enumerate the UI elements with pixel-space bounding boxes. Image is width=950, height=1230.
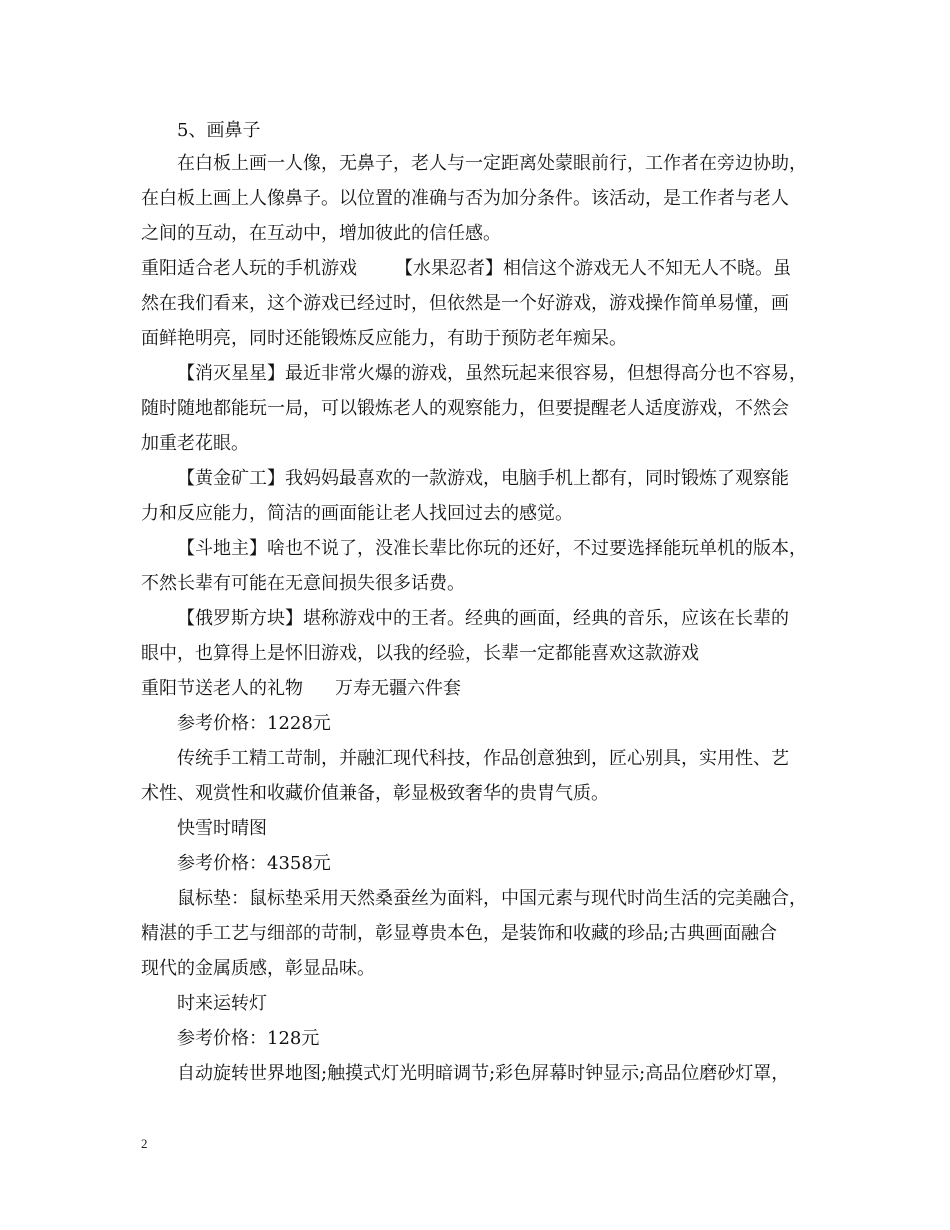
paragraph-line: 随时随地都能玩一局，可以锻炼老人的观察能力，但要提醒老人适度游戏，不然会 <box>141 398 789 419</box>
paragraph-line: 在白板上画一人像，无鼻子，老人与一定距离处蒙眼前行，工作者在旁边协助， <box>177 153 807 174</box>
paragraph-line <box>141 677 831 701</box>
paragraph-line: 【斗地主】啥也不说了，没准长辈比你玩的还好，不过要选择能玩单机的版本， <box>177 538 807 559</box>
paragraph-line: 眼中，也算得上是怀旧游戏，以我的经验，长辈一定都能喜欢这款游戏 <box>141 643 699 664</box>
game-entry: 【水果忍者】相信这个游戏无人不知无人不晓。虽 <box>395 258 791 279</box>
paragraph-line: 然在我们看来，这个游戏已经过时，但依然是一个好游戏，游戏操作简单易懂，画 <box>141 293 789 314</box>
paragraph-line: 在白板上画上人像鼻子。以位置的准确与否为加分条件。该活动，是工作者与老人 <box>141 188 789 209</box>
paragraph-line <box>141 257 831 281</box>
paragraph-line: 不然长辈有可能在无意间损失很多话费。 <box>141 573 465 594</box>
gift-name: 快雪时晴图 <box>177 818 267 839</box>
gifts-heading: 重阳节送老人的礼物 <box>141 678 303 699</box>
paragraph-line: 术性、观赏性和收藏价值兼备，彰显极致奢华的贵胄气质。 <box>141 783 609 804</box>
paragraph-line: 力和反应能力，简洁的画面能让老人找回过去的感觉。 <box>141 503 573 524</box>
paragraph-line: 自动旋转世界地图;触摸式灯光明暗调节;彩色屏幕时钟显示;高品位磨砂灯罩， <box>177 1063 790 1084</box>
games-heading: 重阳适合老人玩的手机游戏 <box>141 258 357 279</box>
paragraph-line: 现代的金属质感，彰显品味。 <box>141 958 375 979</box>
gift-name: 万寿无疆六件套 <box>335 678 461 699</box>
paragraph-line: 面鲜艳明亮，同时还能锻炼反应能力，有助于预防老年痴呆。 <box>141 328 627 349</box>
paragraph-line: 之间的互动，在互动中，增加彼此的信任感。 <box>141 223 501 244</box>
section-heading: 5、画鼻子 <box>177 120 261 141</box>
page-number: 2 <box>141 1136 148 1151</box>
paragraph-line: 传统手工精工苛制，并融汇现代科技，作品创意独到，匠心别具，实用性、艺 <box>177 748 789 769</box>
paragraph-line: 【消灭星星】最近非常火爆的游戏，虽然玩起来很容易，但想得高分也不容易， <box>177 363 807 384</box>
price-line: 参考价格：1228元 <box>177 713 331 734</box>
price-line: 参考价格：128元 <box>177 1028 320 1049</box>
paragraph-line: 【黄金矿工】我妈妈最喜欢的一款游戏，电脑手机上都有，同时锻炼了观察能 <box>177 468 789 489</box>
paragraph-line: 鼠标垫：鼠标垫采用天然桑蚕丝为面料，中国元素与现代时尚生活的完美融合， <box>177 888 807 909</box>
paragraph-line: 加重老花眼。 <box>141 433 249 454</box>
paragraph-line: 【俄罗斯方块】堪称游戏中的王者。经典的画面，经典的音乐，应该在长辈的 <box>177 608 789 629</box>
paragraph-line: 精湛的手工艺与细部的苛制，彰显尊贵本色，是装饰和收藏的珍品;古典画面融合 <box>141 923 778 944</box>
price-line: 参考价格：4358元 <box>177 853 331 874</box>
gift-name: 时来运转灯 <box>177 993 267 1014</box>
